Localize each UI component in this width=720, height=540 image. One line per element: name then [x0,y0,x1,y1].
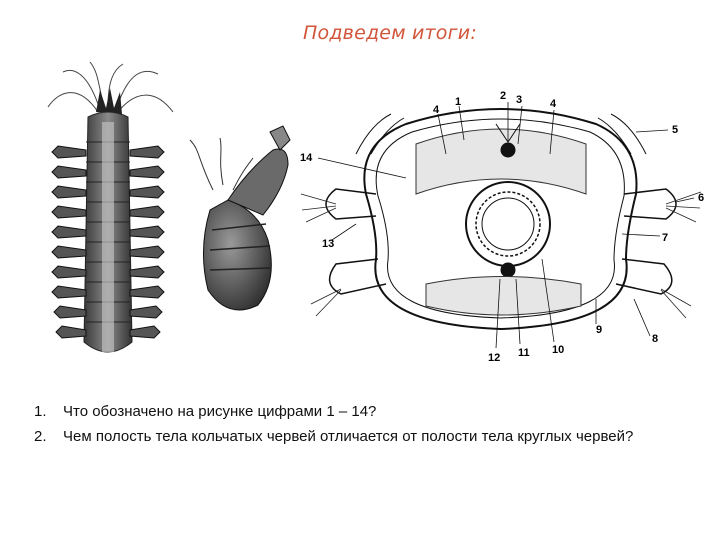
worm-head-illustration [188,120,298,320]
label-1: 1 [455,96,462,108]
question-text: Что обозначено на рисунке цифрами 1 – 14? [63,403,377,420]
label-10: 10 [552,344,565,356]
label-3: 3 [516,94,523,106]
label-13: 13 [322,238,335,250]
worm-dorsal-illustration [28,62,188,362]
label-9: 9 [596,324,603,336]
label-7: 7 [662,232,669,244]
label-4-left: 4 [433,104,440,116]
question-number: 1. [34,403,47,420]
label-11: 11 [518,347,530,359]
question-item [34,427,694,447]
label-4-right: 4 [550,98,557,110]
label-5: 5 [672,124,679,136]
question-text: Чем полость тела кольчатых червей отличается от полости тела круглых червей? [63,428,634,445]
slide-title: Подведем итоги: [303,22,477,44]
label-12: 12 [488,352,501,364]
questions-list [34,402,694,452]
label-2: 2 [500,90,507,102]
annelid-cross-section-diagram [296,84,706,364]
question-number: 2. [34,428,47,445]
label-6: 6 [698,192,705,204]
label-14: 14 [300,152,313,164]
label-8: 8 [652,333,659,345]
question-item [34,402,694,422]
